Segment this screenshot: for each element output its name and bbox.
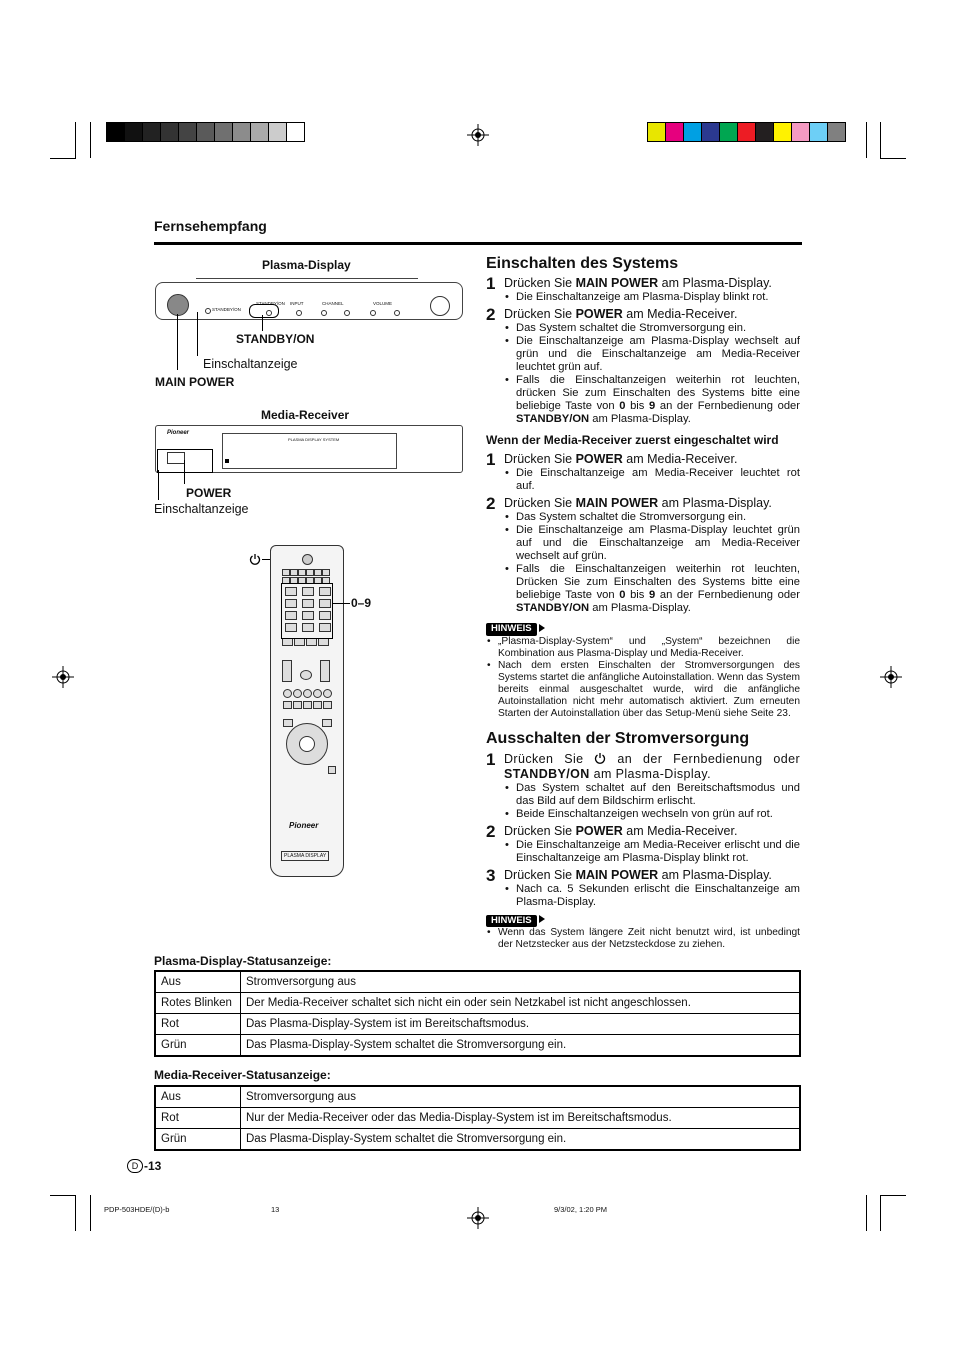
remote-button <box>283 701 292 709</box>
table-cell: Das Plasma-Display-System schaltet die Stromversorgung ein. <box>241 1035 801 1057</box>
panel-small-volume: VOLUME <box>373 301 393 306</box>
list-item: • Wenn das System längere Zeit nicht benutzt wird, ist unbedingt der Netzstecker aus der Netzsteckdose zu ziehen. <box>498 927 800 951</box>
gray-swatch <box>125 123 143 141</box>
step-text: Drücken Sie MAIN POWER am Plasma-Display. <box>504 276 772 291</box>
main-power-knob <box>167 294 189 316</box>
leader-line <box>184 460 185 484</box>
remote-button <box>318 638 329 646</box>
crop-mark <box>90 122 91 158</box>
table-cell: Stromversorgung aus <box>241 971 801 993</box>
remote-range-label: 0–9 <box>351 596 372 610</box>
step-text: Drücken Sie POWER am Media-Receiver. <box>504 452 738 467</box>
panel-small-standby: STANDBY/ON <box>212 307 241 312</box>
panel-small-standby2: STANDBY/ON <box>256 301 285 306</box>
list-item: • Die Einschaltanzeige am Plasma-Display blinkt rot. <box>516 291 800 304</box>
crop-mark <box>75 1195 76 1231</box>
list-item: • Die Einschaltanzeige am Plasma-Display leuchtet grün auf und die Einschaltanzeige am Media-Receiver wechselt auf grün. <box>516 524 800 563</box>
list-item: • Beide Einschaltanzeigen wechseln von grün auf rot. <box>516 808 800 821</box>
remote-button <box>283 719 293 727</box>
main-power-label: MAIN POWER <box>155 375 235 389</box>
step <box>486 494 800 514</box>
power-symbol-icon <box>249 553 261 565</box>
remote-button <box>313 701 322 709</box>
off-steps <box>486 821 800 909</box>
section-on-title: Einschalten des Systems <box>486 255 679 272</box>
crop-mark <box>866 1195 867 1231</box>
list-item: • „Plasma-Display-System“ und „System“ bezeichnen die Kombination aus Plasma-Display und Media-Receiver. <box>498 636 800 660</box>
remote-button <box>300 670 312 680</box>
gray-swatch <box>233 123 251 141</box>
gray-swatch <box>107 123 125 141</box>
on-substeps <box>486 452 800 615</box>
gray-swatch <box>251 123 269 141</box>
arrow-icon <box>539 624 545 632</box>
gray-swatch <box>197 123 215 141</box>
step <box>486 821 800 841</box>
remote-button <box>293 701 302 709</box>
list-item: • Nach ca. 5 Sekunden erlischt die Einschaltanzeige am Plasma-Display. <box>516 883 800 909</box>
hinweis-list <box>486 927 800 951</box>
crop-mark <box>50 158 76 159</box>
bullet-list <box>486 291 800 304</box>
table-cell: Das Plasma-Display-System schaltet die Stromversorgung ein. <box>241 1129 801 1151</box>
section-off-title: Ausschalten der Stromversorgung <box>486 730 750 748</box>
color-swatch <box>648 123 666 141</box>
right-column <box>486 255 800 951</box>
plasma-indicator-led <box>205 308 211 314</box>
page-number: -13 <box>144 1159 162 1173</box>
remote-plasma-label: PLASMA DISPLAY <box>281 851 329 861</box>
section-rule <box>154 242 802 245</box>
remote-button <box>306 638 317 646</box>
panel-small-input: INPUT <box>290 301 304 306</box>
list-item: • Falls die Einschaltanzeigen weiterhin rot leuchten, Drücken Sie zum Einschalten des Systems bitte eine beliebige Taste von 0 bis 9 an der Fernbedienung oder STANDBY/ON am Plasma-Display. <box>516 563 800 615</box>
plasma-panel-ridge <box>196 278 418 283</box>
color-swatch <box>792 123 810 141</box>
gray-swatch <box>143 123 161 141</box>
leader-line <box>177 314 178 370</box>
arrow-icon <box>539 915 545 923</box>
remote-power-button <box>302 554 313 565</box>
color-swatch <box>720 123 738 141</box>
table-cell: Der Media-Receiver schaltet sich nicht ein oder sein Netzkabel ist nicht angeschlossen. <box>241 993 801 1014</box>
step-number: 3 <box>486 865 496 885</box>
step-number: 1 <box>486 450 496 470</box>
bullet-list <box>486 883 800 909</box>
bullet-list <box>486 511 800 615</box>
step-text: Drücken Sie POWER am Media-Receiver. <box>504 823 738 838</box>
pioneer-logo-small: Pioneer <box>167 430 190 436</box>
color-swatch <box>702 123 720 141</box>
footer-sheet: 13 <box>271 1205 280 1214</box>
list-item: • Die Einschaltanzeige am Media-Receiver leuchtet rot auf. <box>516 467 800 493</box>
bullet-list <box>486 322 800 426</box>
remote-button <box>294 638 305 646</box>
table-row <box>155 1014 800 1035</box>
step-number: 1 <box>486 274 496 294</box>
table-cell: Aus <box>155 1086 241 1108</box>
step-number: 2 <box>486 821 496 841</box>
step-number: 2 <box>486 494 496 514</box>
step <box>486 274 800 294</box>
crop-mark <box>75 122 76 158</box>
color-swatch <box>666 123 684 141</box>
registration-mark-icon <box>467 1207 489 1229</box>
on-steps <box>486 276 800 426</box>
remote-button <box>314 569 322 576</box>
step-number: 1 <box>486 749 496 769</box>
remote-button <box>320 660 330 682</box>
step <box>486 865 800 885</box>
sub-title: Wenn der Media-Receiver zuerst eingeschaltet wird <box>486 433 779 448</box>
table-cell: Aus <box>155 971 241 993</box>
crop-mark <box>866 122 867 158</box>
table-row <box>155 971 800 993</box>
table-cell: Rot <box>155 1108 241 1129</box>
power-symbol-icon <box>594 752 606 764</box>
remote-button <box>323 689 332 698</box>
leader-line <box>197 312 198 356</box>
bullet-list <box>486 839 800 865</box>
list-item: • Die Einschaltanzeige am Plasma-Display wechselt auf grün und die Einschaltanzeige am Media-Receiver leuchtet grün auf. <box>516 335 800 374</box>
plasma-right-knob <box>430 296 450 316</box>
table-cell: Grün <box>155 1035 241 1057</box>
table-cell: Nur der Media-Receiver oder das Media-Display-System ist im Bereitschaftsmodus. <box>241 1108 801 1129</box>
crop-mark <box>50 1195 76 1196</box>
remote-button <box>322 569 330 576</box>
crop-mark <box>880 1195 881 1231</box>
registration-mark-icon <box>52 666 74 688</box>
color-bar <box>647 122 846 142</box>
standby-on-highlight <box>249 304 279 318</box>
remote-numbers-highlight <box>281 583 333 639</box>
plasma-display-panel <box>155 282 463 320</box>
table2-title: Media-Receiver-Statusanzeige: <box>154 1068 331 1082</box>
table-row <box>155 1035 800 1057</box>
color-swatch <box>828 123 845 141</box>
list-item: • Nach dem ersten Einschalten der Stromversorgungen des Systems startet die anfängliche Autoinstallation. Wenn das System bereits einmal ausgeschaltet wurde, wird die anfängliche Autoinstallation nicht mehr automatisch aktiviert. Zum erneuten Starten der Autoinstallation über das Setup-Menü siehe Seite 23. <box>498 660 800 720</box>
step-text: Drücken Sie MAIN POWER am Plasma-Display. <box>504 867 772 882</box>
gray-swatch <box>161 123 179 141</box>
step <box>486 450 800 470</box>
gray-swatch <box>215 123 233 141</box>
remote-button <box>328 766 336 774</box>
list-item: • Das System schaltet die Stromversorgung ein. <box>516 511 800 524</box>
power-highlight <box>157 449 213 473</box>
remote-pioneer-logo: Pioneer <box>289 821 319 830</box>
list-item: • Die Einschaltanzeige am Media-Receiver erlischt und die Einschaltanzeige am Plasma-Display blinkt rot. <box>516 839 800 865</box>
receiver-status-table <box>154 1085 801 1151</box>
table-row <box>155 1108 800 1129</box>
page-letter-badge: D <box>127 1159 143 1173</box>
plasma-status-table <box>154 970 801 1057</box>
color-swatch <box>684 123 702 141</box>
table-row <box>155 1086 800 1108</box>
hinweis-2 <box>486 913 800 952</box>
hinweis-badge: HINWEIS <box>486 915 537 928</box>
receiver-led <box>225 459 229 463</box>
footer-date: 9/3/02, 1:20 PM <box>554 1205 607 1214</box>
panel-small-channel: CHANNEL <box>322 301 344 306</box>
remote-button <box>306 569 314 576</box>
receiver-center-text: PLASMA DISPLAY SYSTEM <box>288 437 340 442</box>
remote-button <box>298 569 306 576</box>
remote-button <box>303 701 312 709</box>
remote-button <box>323 701 332 709</box>
table-row <box>155 993 800 1014</box>
step-text: Drücken Sie an der Fernbedienung oder STANDBY/ON am Plasma-Display. <box>504 751 801 781</box>
panel-button <box>370 310 376 316</box>
leader-line <box>332 603 350 604</box>
list-item: • Das System schaltet die Stromversorgung ein. <box>516 322 800 335</box>
remote-button <box>290 569 298 576</box>
standby-on-label: STANDBY/ON <box>236 332 315 346</box>
remote-button <box>282 660 292 682</box>
einschaltanzeige-label-2: Einschaltanzeige <box>154 502 249 516</box>
step-number: 2 <box>486 305 496 325</box>
remote-button <box>313 689 322 698</box>
grayscale-bar <box>106 122 305 142</box>
hinweis-list <box>486 636 800 720</box>
panel-button <box>344 310 350 316</box>
step-text: Drücken Sie POWER am Media-Receiver. <box>504 307 738 322</box>
bullet-list <box>486 782 800 821</box>
step <box>486 305 800 325</box>
hinweis-1 <box>486 621 800 720</box>
power-label: POWER <box>186 486 232 500</box>
color-swatch <box>738 123 756 141</box>
remote-button <box>303 689 312 698</box>
hinweis-badge: HINWEIS <box>486 623 537 636</box>
step-text: Drücken Sie MAIN POWER am Plasma-Display. <box>504 496 772 511</box>
registration-mark-icon <box>467 124 489 146</box>
color-swatch <box>810 123 828 141</box>
remote-button <box>283 689 292 698</box>
plasma-display-title: Plasma-Display <box>262 258 351 272</box>
panel-button <box>321 310 327 316</box>
table-cell: Stromversorgung aus <box>241 1086 801 1108</box>
bullet-list <box>486 467 800 493</box>
leader-line <box>158 470 159 500</box>
crop-mark <box>880 1195 906 1196</box>
table-cell: Das Plasma-Display-System ist im Bereitschaftsmodus. <box>241 1014 801 1035</box>
remote-button <box>282 569 290 576</box>
gray-swatch <box>269 123 287 141</box>
remote-button <box>282 638 293 646</box>
table1-title: Plasma-Display-Statusanzeige: <box>154 954 332 968</box>
panel-button <box>394 310 400 316</box>
crop-mark <box>880 122 881 158</box>
media-receiver-title: Media-Receiver <box>261 408 350 422</box>
gray-swatch <box>179 123 197 141</box>
remote-button <box>293 689 302 698</box>
table-row <box>155 1129 800 1151</box>
color-swatch <box>756 123 774 141</box>
remote-button <box>322 719 332 727</box>
panel-button <box>296 310 302 316</box>
einschaltanzeige-label-1: Einschaltanzeige <box>203 357 298 371</box>
table-cell: Rot <box>155 1014 241 1035</box>
table-cell: Rotes Blinken <box>155 993 241 1014</box>
crop-mark <box>90 1195 91 1231</box>
table-cell: Grün <box>155 1129 241 1151</box>
registration-mark-icon <box>880 666 902 688</box>
section-title: Fernsehempfang <box>154 218 267 234</box>
crop-mark <box>880 158 906 159</box>
list-item: • Das System schaltet auf den Bereitschaftsmodus und das Bild auf dem Bildschirm erlischt. <box>516 782 800 808</box>
footer-file: PDP-503HDE/(D)-b <box>104 1205 170 1214</box>
gray-swatch <box>287 123 304 141</box>
off-step-1 <box>486 749 801 782</box>
remote-dpad-center <box>299 736 315 752</box>
color-swatch <box>774 123 792 141</box>
list-item: • Falls die Einschaltanzeigen weiterhin rot leuchten, drücken Sie zum Einschalten des Systems bitte eine beliebige Taste von 0 bis 9 an der Fernbedienung oder STANDBY/ON am Plasma-Display. <box>516 374 800 426</box>
